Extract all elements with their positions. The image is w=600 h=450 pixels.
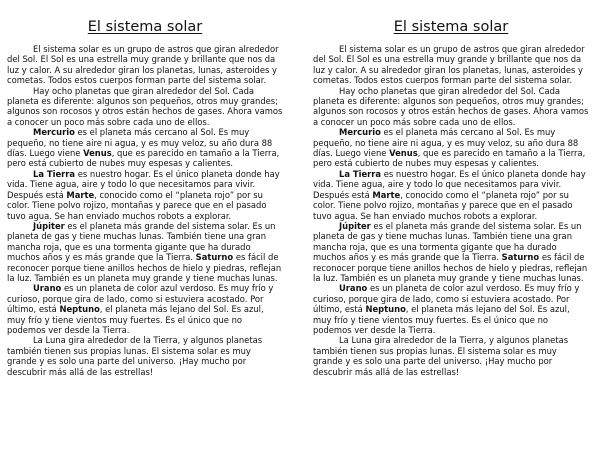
paragraph-planets: Hay ocho planetas que giran alrededor del Sol. Cada planeta es diferente: algunos son pequeños, otros muy grandes; algunos son rocosos y otros están hechos de gases. Ahora vamos a conocer un poco más sobre cada uno de ellos. [7,85,283,127]
paragraph-jupiter-saturn: Júpiter es el planeta más grande del sistema solar. Es un planeta de gas y tiene muchas lunas. También tiene una gran mancha roja, que es una tormenta gigante que ha durado muchos años y es más grande que la Tierra. Saturno es fácil de reconocer porque tiene anillos hechos de hielo y piedras, reflejan la luz. También es un planeta muy grande y tiene muchas lunas. [313,220,588,283]
paragraph-uranus-neptune: Urano es un planeta de color azul verdoso. Es muy frío y curioso, porque gira de lado, como si estuviera acostado. Por último, está Neptuno, el planeta más lejano del Sol. Es azul, muy frío y tiene vientos muy fuertes. Es el único que no podemos ver desde la Tierra. [7,283,274,335]
paragraph-earth-mars: La Tierra es nuestro hogar. Es el único planeta donde hay vida. Tiene agua, aire y todo lo que necesitamos para vivir. Después está Marte, conocido como el “planeta rojo” por su color. Tiene polvo rojizo, montañas y parece que en el pasado tuvo agua. Se han enviado muchos robots a explorar. [313,168,586,221]
paragraph-mercury-venus: Mercurio es el planeta más cercano al Sol. Es muy pequeño, no tiene aire ni agua, y es muy veloz, su año dura 88 días. Luego viene Venus, que es parecido en tamaño a la Tierra, pero está cubierto de nubes muy espesas y calientes. [7,127,280,169]
left-column [7,18,283,377]
right-column [313,18,589,377]
paragraph-planets: Hay ocho planetas que giran alrededor del Sol. Cada planeta es diferente: algunos son pequeños, otros muy grandes; algunos son rocosos y otros están hechos de gases. Ahora vamos a conocer un poco más sobre cada uno de ellos. [313,85,589,127]
paragraph-jupiter-saturn: Júpiter es el planeta más grande del sistema solar. Es un planeta de gas y tiene muchas lunas. También tiene una gran mancha roja, que es una tormenta gigante que ha durado muchos años y es más grande que la Tierra. Saturno es fácil de reconocer porque tiene anillos hechos de hielo y piedras, reflejan la luz. También es un planeta muy grande y tiene muchas lunas. [7,220,282,283]
paragraph-intro: El sistema solar es un grupo de astros que giran alrededor del Sol. El Sol es una estrella muy grande y brillante que nos da luz y calor. A su alrededor giran los planetas, lunas, asteroides y cometas. Todos estos cuerpos forman parte del sistema solar. [313,44,585,86]
paragraph-intro: El sistema solar es un grupo de astros que giran alrededor del Sol. El Sol es una estrella muy grande y brillante que nos da luz y calor. A su alrededor giran los planetas, lunas, asteroides y cometas. Todos estos cuerpos forman parte del sistema solar. [7,44,279,86]
paragraph-uranus-neptune: Urano es un planeta de color azul verdoso. Es muy frío y curioso, porque gira de lado, como si estuviera acostado. Por último, está Neptuno, el planeta más lejano del Sol. Es azul, muy frío y tiene vientos muy fuertes. Es el único que no podemos ver desde la Tierra. [313,283,580,335]
paragraph-mercury-venus: Mercurio es el planeta más cercano al Sol. Es muy pequeño, no tiene aire ni agua, y es muy veloz, su año dura 88 días. Luego viene Venus, que es parecido en tamaño a la Tierra, pero está cubierto de nubes muy espesas y calientes. [313,127,586,169]
page-title: El sistema solar [87,19,203,35]
page-title: El sistema solar [393,19,509,35]
paragraph-moon: La Luna gira alrededor de la Tierra, y algunos planetas también tienen sus propias lunas. El sistema solar es muy grande y es solo una parte del universo. ¡Hay mucho por descubrir más allá de las estrellas! [7,335,263,377]
paragraph-moon: La Luna gira alrededor de la Tierra, y algunos planetas también tienen sus propias lunas. El sistema solar es muy grande y es solo una parte del universo. ¡Hay mucho por descubrir más allá de las estrellas! [313,335,569,377]
paragraph-earth-mars: La Tierra es nuestro hogar. Es el único planeta donde hay vida. Tiene agua, aire y todo lo que necesitamos para vivir. Después está Marte, conocido como el “planeta rojo” por su color. Tiene polvo rojizo, montañas y parece que en el pasado tuvo agua. Se han enviado muchos robots a explorar. [7,168,280,221]
